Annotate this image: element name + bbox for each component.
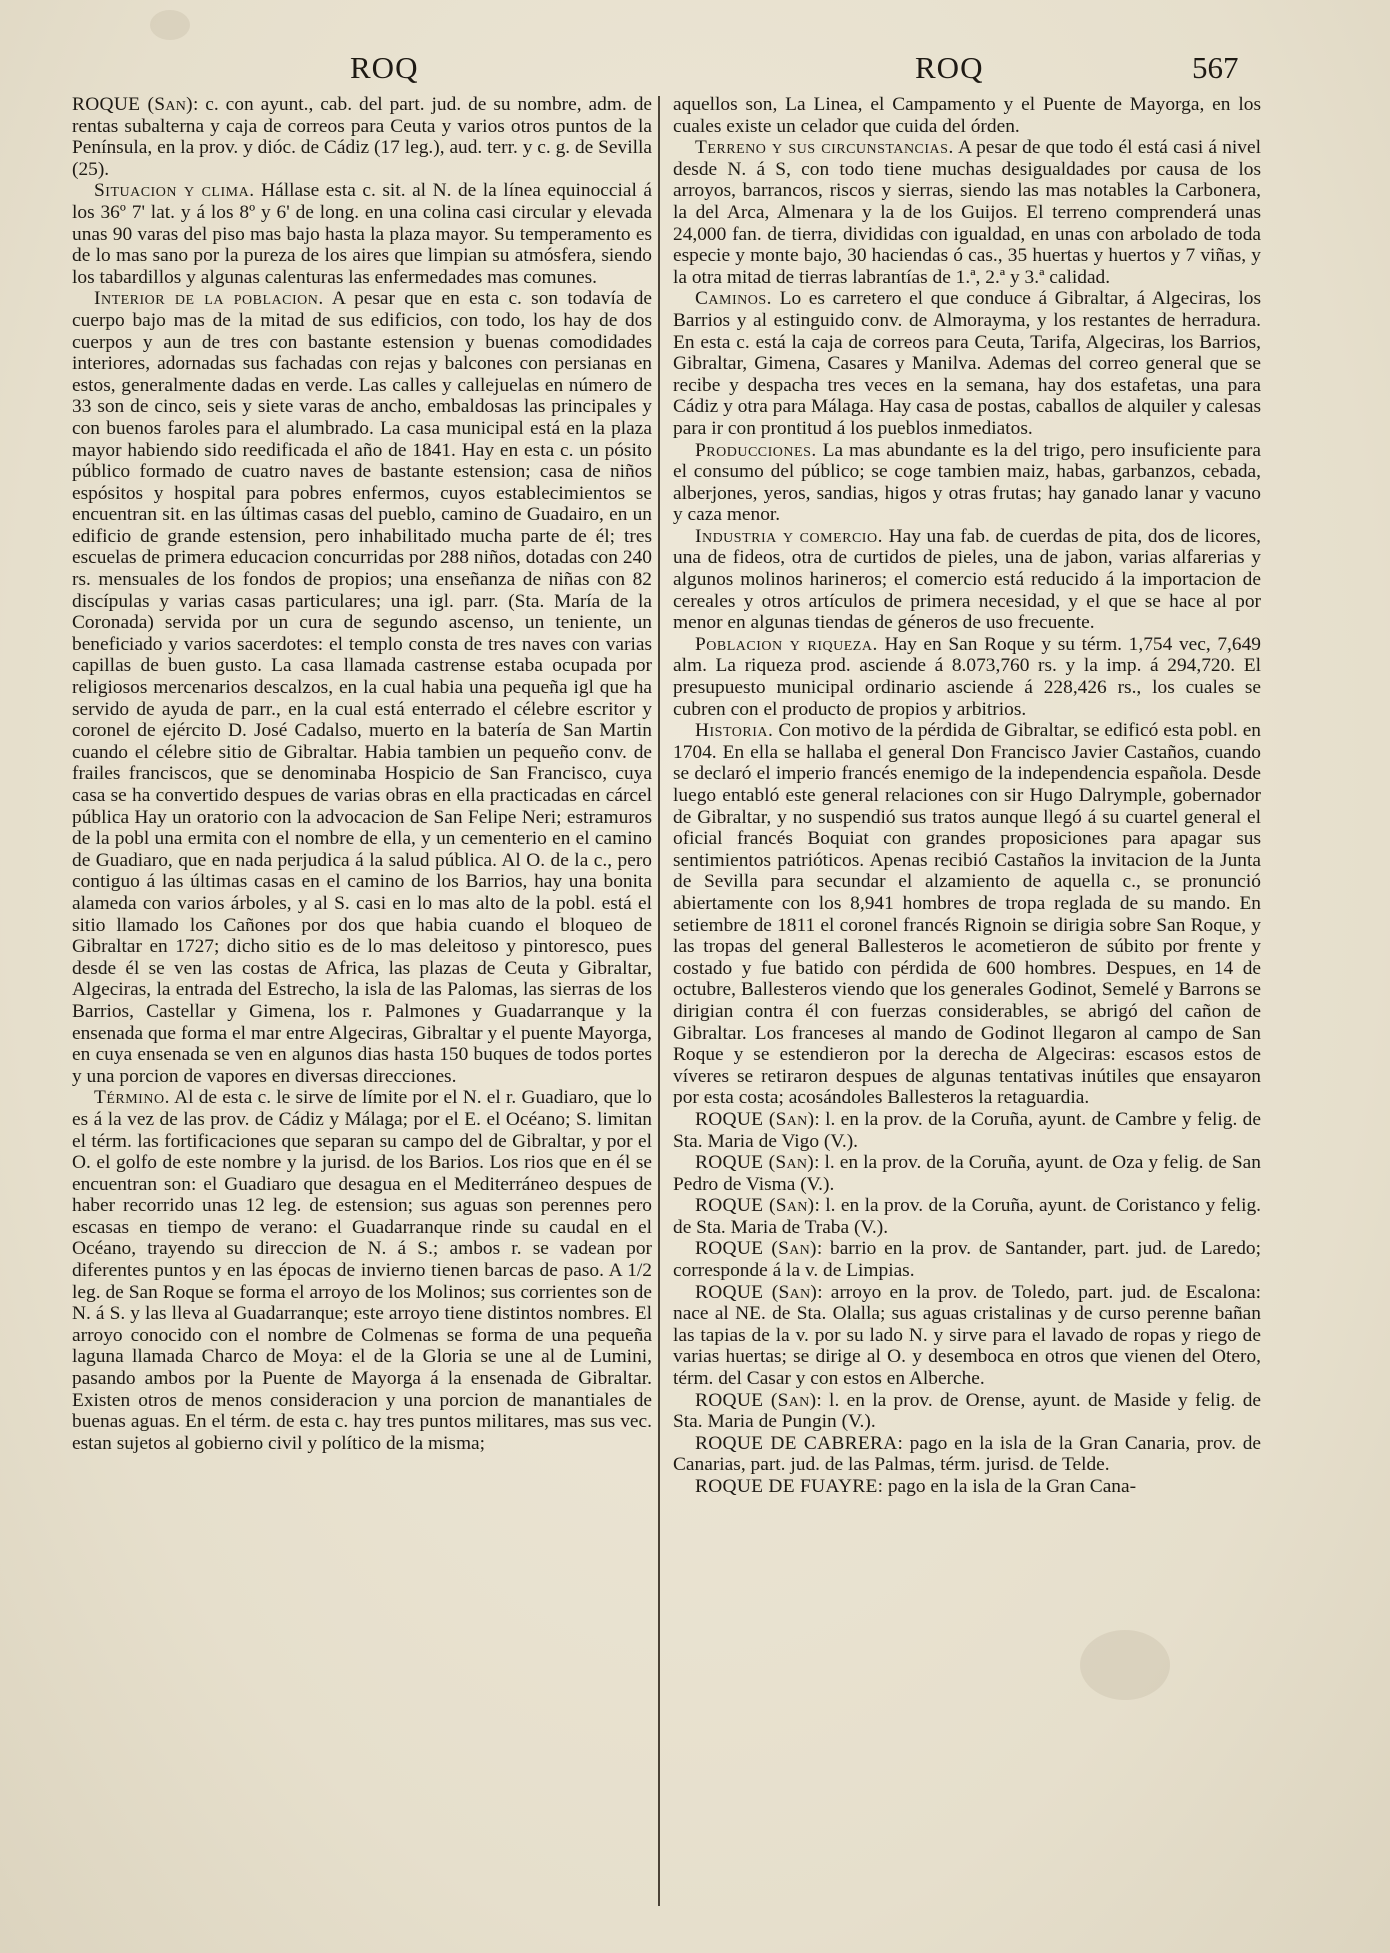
entry-headword: ROQUE (San) <box>72 94 193 115</box>
entry-headword: ROQUE (San) <box>695 1389 817 1411</box>
entry-roque-coristanco <box>673 1195 1261 1238</box>
section-text: Con motivo de la pérdida de Gibraltar, se edificó esta pobl. en 1704. En ella se hallaba el general Don Francisco Javier Castaños, cuando se declaró el imperio francés enemigo de la independencia española. Desde luego entabló este general relaciones con sir Hugo Dalrymple, gobernador de Gibraltar, y no suspendió sus tratos aunque llegó á su cuartel general el oficial francés Boquiat con grandes proposiciones para apagar sus sentimientos patrióticos. Apenas recibió Castaños la invitacion de la Junta de Sevilla para secundar el alzamiento de aquella c., se pronunció abiertamente con los 8,941 hombres de tropa reglada de su mando. En setiembre de 1811 el coronel francés Rignoin se dirigia sobre San Roque, y las tropas del general Ballesteros le acometieron de súbito por frente y costado y fue batido con pérdida de 600 hombres. Despues, en 14 de octubre, Ballesteros viendo que los generales Godinot, Semelé y Barrons se dirigian contra él con fuerzas considerables, se abrigó del cañon de Gibraltar. Los franceses al mando de Godinot llegaron al campo de San Roque y se estendieron por la derecha de Algeciras: escasos estos de víveres se retiraron despues de algunas tentativas inútiles que ensayaron por esta costa; acosándoles Ballesteros la retaguardia. <box>673 720 1261 1109</box>
section-situacion <box>72 180 652 288</box>
section-text: Hállase esta c. sit. al N. de la línea equinoccial á los 36º 7' lat. y á los 8º y 6' de long. en una colina casi circular y elevada unas 90 varas del piso mas bajo hasta la plaza mayor. Su temperamento es de lo mas sano por la pureza de los aires que limpian su atmósfera, siendo los tabardillos y algunas calenturas las enfermedades mas comunes. <box>72 180 653 288</box>
entry-headword: ROQUE (San) <box>695 1108 815 1130</box>
section-heading: Producciones. <box>695 439 817 461</box>
section-terreno <box>673 137 1261 288</box>
paper-stain <box>150 10 190 40</box>
header-right-title: ROQ <box>915 50 984 85</box>
header-left-title: ROQ <box>350 50 419 85</box>
section-text: Lo es carretero el que conduce á Gibraltar, á Algeciras, los Barrios y al estinguido conv. de Almorayma, y los restantes de herradura. En esta c. está la caja de correos para Ceuta, Tarifa, Algeciras, los Barrios, Gibraltar, Gimena, Casares y Manilva. Ademas del correo general que se recibe y despacha tres veces en la semana, hay dos estafetas, una para Cádiz y otra para Málaga. Hay casa de postas, caballos de alquiler y calesas para ir con prontitud á los pueblos inmediatos. <box>673 288 1261 439</box>
section-heading: Interior de la poblacion. <box>94 288 324 310</box>
section-heading: Caminos. <box>695 288 773 310</box>
entry-roque-orense <box>673 1390 1261 1433</box>
section-heading: Industria y comercio. <box>695 525 883 547</box>
section-text: Hay una fab. de cuerdas de pita, dos de licores, una de fideos, otra de curtidos de pieles, una de jabon, varias alfarerias y algunos molinos harineros; el comercio está reducido á la importacion de cereales y otros artículos de primera necesidad, y el que se hace al por menor en algunas tiendas de géneros de uso frecuente. <box>673 525 1261 634</box>
section-interior <box>72 288 652 1087</box>
entry-text: : l. en la prov. de la Coruña, ayunt. de Coristanco y felig. de Sta. Maria de Traba (V.). <box>673 1195 1262 1238</box>
entry-headword: ROQUE (San) <box>695 1281 818 1303</box>
entry-text: : l. en la prov. de la Coruña, ayunt. de Oza y felig. de San Pedro de Visma (V.). <box>673 1152 1261 1195</box>
section-text: A pesar que en esta c. son todavía de cuerpo bajo mas de la mitad de sus edificios, con todo, los hay de dos cuerpos y aun de tres con bastante estension y buenas comodidades interiores, adornadas sus fachadas con rejas y balcones con persianas en estos, generalmente dadas en verde. Las calles y callejuelas en número de 33 son de cinco, seis y siete varas de ancho, embaldosas las principales y con buenos faroles para el alumbrado. La casa municipal está en la plaza mayor habiendo sido reedificada el año de 1841. Hay en esta c. un pósito público formado de cuatro naves de bastante estension; casa de niños espósitos y hospital para pobres enfermos, cuyos establecimientos se encuentran sit. en las últimas casas del pueblo, camino de Guadairo, en un edificio de grande estension, pero inhabilitado mucha parte de él; tres escuelas de primera educacion concurridas por 288 niños, dotadas con 240 rs. mensuales de los fondos de propios; una enseñanza de niñas con 82 discípulas y varias casas particulares; una igl. parr. (Sta. María de la Coronada) servida por un cura de segundo ascenso, un teniente, un beneficiado y varios sacerdotes: el templo consta de tres naves con varias capillas de buen gusto. La casa llamada castrense estaba ocupada por religiosos mercenarios descalzos, en la cual habia una pequeña igl que ha servido de ayuda de parr., en la cual está enterrado el célebre escritor y coronel de ejército D. José Cadalso, muerto en la batería de San Martin cuando el célebre sitio de Gibraltar. Habia tambien un pequeño conv. de frailes franciscos, que se denominaba Hospicio de San Francisco, cuya casa se ha convertido despues de varias obras en ella practicadas en cárcel pública Hay un oratorio con la advocacion de San Felipe Neri; estramuros de la pobl una ermita con el nombre de ella, y un cementerio en el camino de Guadiaro, que en nada perjudica á la salud pública. Al O. de la c., pero contiguo á las últimas casas en el camino de los Barrios, hay una bonita alameda con varios árboles, y al S. casi en lo mas alto de la pobl. está el sitio llamado los Cañones por dos que habia cuando el bloqueo de Gibraltar en 1727; dicho sitio es de lo mas deleitoso y pintoresco, pues desde él se ven las costas de Africa, las plazas de Ceuta y Gibraltar, Algeciras, la entrada del Estrecho, la isla de las Palomas, las sierras de los Barrios, Castellar y Gimena, los r. Palmones y Guadarranque y la ensenada que forma el mar entre Algeciras, Gibraltar y el puente Mayorga, en cuya ensenada se ven en algunos dias hasta 150 buques de todos portes y una porcion de vapores en diversas direcciones. <box>72 288 652 1087</box>
section-heading: Término. <box>94 1087 170 1109</box>
entry-roque-fuayre <box>673 1476 1261 1498</box>
section-heading: Historia. <box>695 720 774 742</box>
section-heading: Situacion y clima. <box>94 180 255 202</box>
continued-text: aquellos son, La Linea, el Campamento y el Puente de Mayorga, en los cuales existe un celador que cuida del órden. <box>673 94 1261 137</box>
section-historia <box>673 720 1261 1109</box>
section-text: Al de esta c. le sirve de límite por el N. el r. Guadiaro, que lo es á la vez de las prov. de Cádiz y Málaga; por el E. el Océano; S. limitan el térm. las fortificaciones que separan su campo del de Gibraltar, y por el O. el golfo de este nombre y la jurisd. de los Barios. Los rios que en él se encuentran son: el Guadiaro que desagua en el Mediterráneo despues de haber recorrido unas 12 leg. de estension; sus aguas son perennes pero escasas en tiempo de verano: el Guadarranque rinde su caudal en el Océano, trayendo su direccion de N. á S.; ambos r. se vadean por diferentes puntos y en las épocas de invierno tienen barcas de paso. A 1/2 leg. de San Roque se forma el arroyo de los Molinos; sus corrientes son de N. á S. y las lleva al Guadarranque; este arroyo tiene distintos nombres. El arroyo conocido con el nombre de Colmenas se forma de una pequeña laguna llamada Charco de Moya: el de la Gloria se une al de Lumini, pasando ambos por la Puente de Mayorga á la ensenada de Gibraltar. Existen otros de menos consideracion y una porcion de manantiales de buenas aguas. En el térm. de esta c. hay tres puntos militares, mas sus vec. estan sujetos al gobierno civil y político de la misma; <box>72 1087 652 1454</box>
running-header <box>0 50 1390 94</box>
section-heading: Poblacion y riqueza. <box>695 633 878 655</box>
entry-roque-santander <box>673 1238 1261 1281</box>
entry-roque-cabrera <box>673 1433 1261 1476</box>
section-producciones <box>673 440 1261 526</box>
entry-headword: ROQUE (San) <box>695 1238 817 1260</box>
section-text: A pesar de que todo él está casi á nivel desde N. á S, con todo tiene muchas desigualdades por causa de los arroyos, barrancos, riscos y sierras, siendo las mas notables la Carbonera, la del Arca, Almenara y la de los Guijos. El terreno comprenderá unas 24,000 fan. de tierra, divididas con igualdad, en unas con arbolado de toda especie y monte bajo, 30 haciendas ó cas., 35 huertas y huertos y 7 viñas, y la otra mitad de tierras labrantías de 1.ª, 2.ª y 3.ª calidad. <box>673 137 1261 288</box>
entry-text: : l. en la prov. de la Coruña, ayunt. de Cambre y felig. de Sta. Maria de Vigo (V.). <box>673 1108 1261 1152</box>
entry-text: : pago en la isla de la Gran Canaria, prov. de Canarias, part. jud. de las Palmas, térm. jurisd. de Telde. <box>673 1432 1261 1476</box>
entry-text: : c. con ayunt., cab. del part. jud. de su nombre, adm. de rentas subalterna y caja de correos para Ceuta y varios otros puntos de la Península, en la prov. y dióc. de Cádiz (17 leg.), aud. terr. y c. g. de Sevilla (25). <box>72 94 652 180</box>
entry-roque-oza <box>673 1152 1261 1195</box>
column-divider <box>658 96 660 1906</box>
page-number: 567 <box>1192 50 1239 85</box>
left-column <box>72 94 652 1454</box>
section-poblacion <box>673 634 1261 720</box>
entry-headword: ROQUE DE CABRERA <box>695 1432 898 1454</box>
entry-text: : l. en la prov. de Orense, ayunt. de Maside y felig. de Sta. Maria de Pungin (V.). <box>673 1389 1262 1433</box>
section-text: La mas abundante es la del trigo, pero insuficiente para el consumo del público; se coge tambien maiz, habas, garbanzos, cebada, alberjones, yeros, sandias, higos y otras frutas; hay ganado lanar y vacuno y caza menor. <box>673 439 1261 526</box>
entry-text: : arroyo en la prov. de Toledo, part. jud. de Escalona: nace al NE. de Sta. Olalla; sus aguas cristalinas y de curso perenne bañan las tapias de la v. por su lado N. y sirve para el lavado de ropas y riego de varias huertas; se dirige al O. y desemboca en otros que vienen del Otero, térm. del Casar y con estos en Alberche. <box>673 1281 1261 1390</box>
entry-text: : barrio en la prov. de Santander, part. jud. de Laredo; corresponde á la v. de Limpias. <box>673 1238 1261 1282</box>
right-column <box>673 94 1261 1498</box>
entry-headword: ROQUE DE FUAYRE <box>695 1476 878 1497</box>
section-termino <box>72 1087 652 1454</box>
entry-headword: ROQUE (San) <box>695 1195 815 1217</box>
entry-roque-toledo <box>673 1282 1261 1390</box>
section-text: Hay en San Roque y su térm. 1,754 vec, 7,649 alm. La riqueza prod. asciende á 8.073,760 rs. y la imp. á 294,720. El presupuesto municipal ordinario asciende á 228,426 rs., los cuales se cubren con el producto de propios y arbitrios. <box>673 633 1261 720</box>
section-caminos <box>673 288 1261 439</box>
entry-roque-main <box>72 94 652 180</box>
paper-stain <box>1080 1630 1170 1700</box>
entry-headword: ROQUE (San) <box>695 1152 815 1174</box>
section-industria <box>673 526 1261 634</box>
section-heading: Terreno y sus circunstancias. <box>695 137 954 159</box>
entry-text: : pago en la isla de la Gran Cana- <box>877 1476 1137 1497</box>
entry-roque-cambre <box>673 1109 1261 1152</box>
